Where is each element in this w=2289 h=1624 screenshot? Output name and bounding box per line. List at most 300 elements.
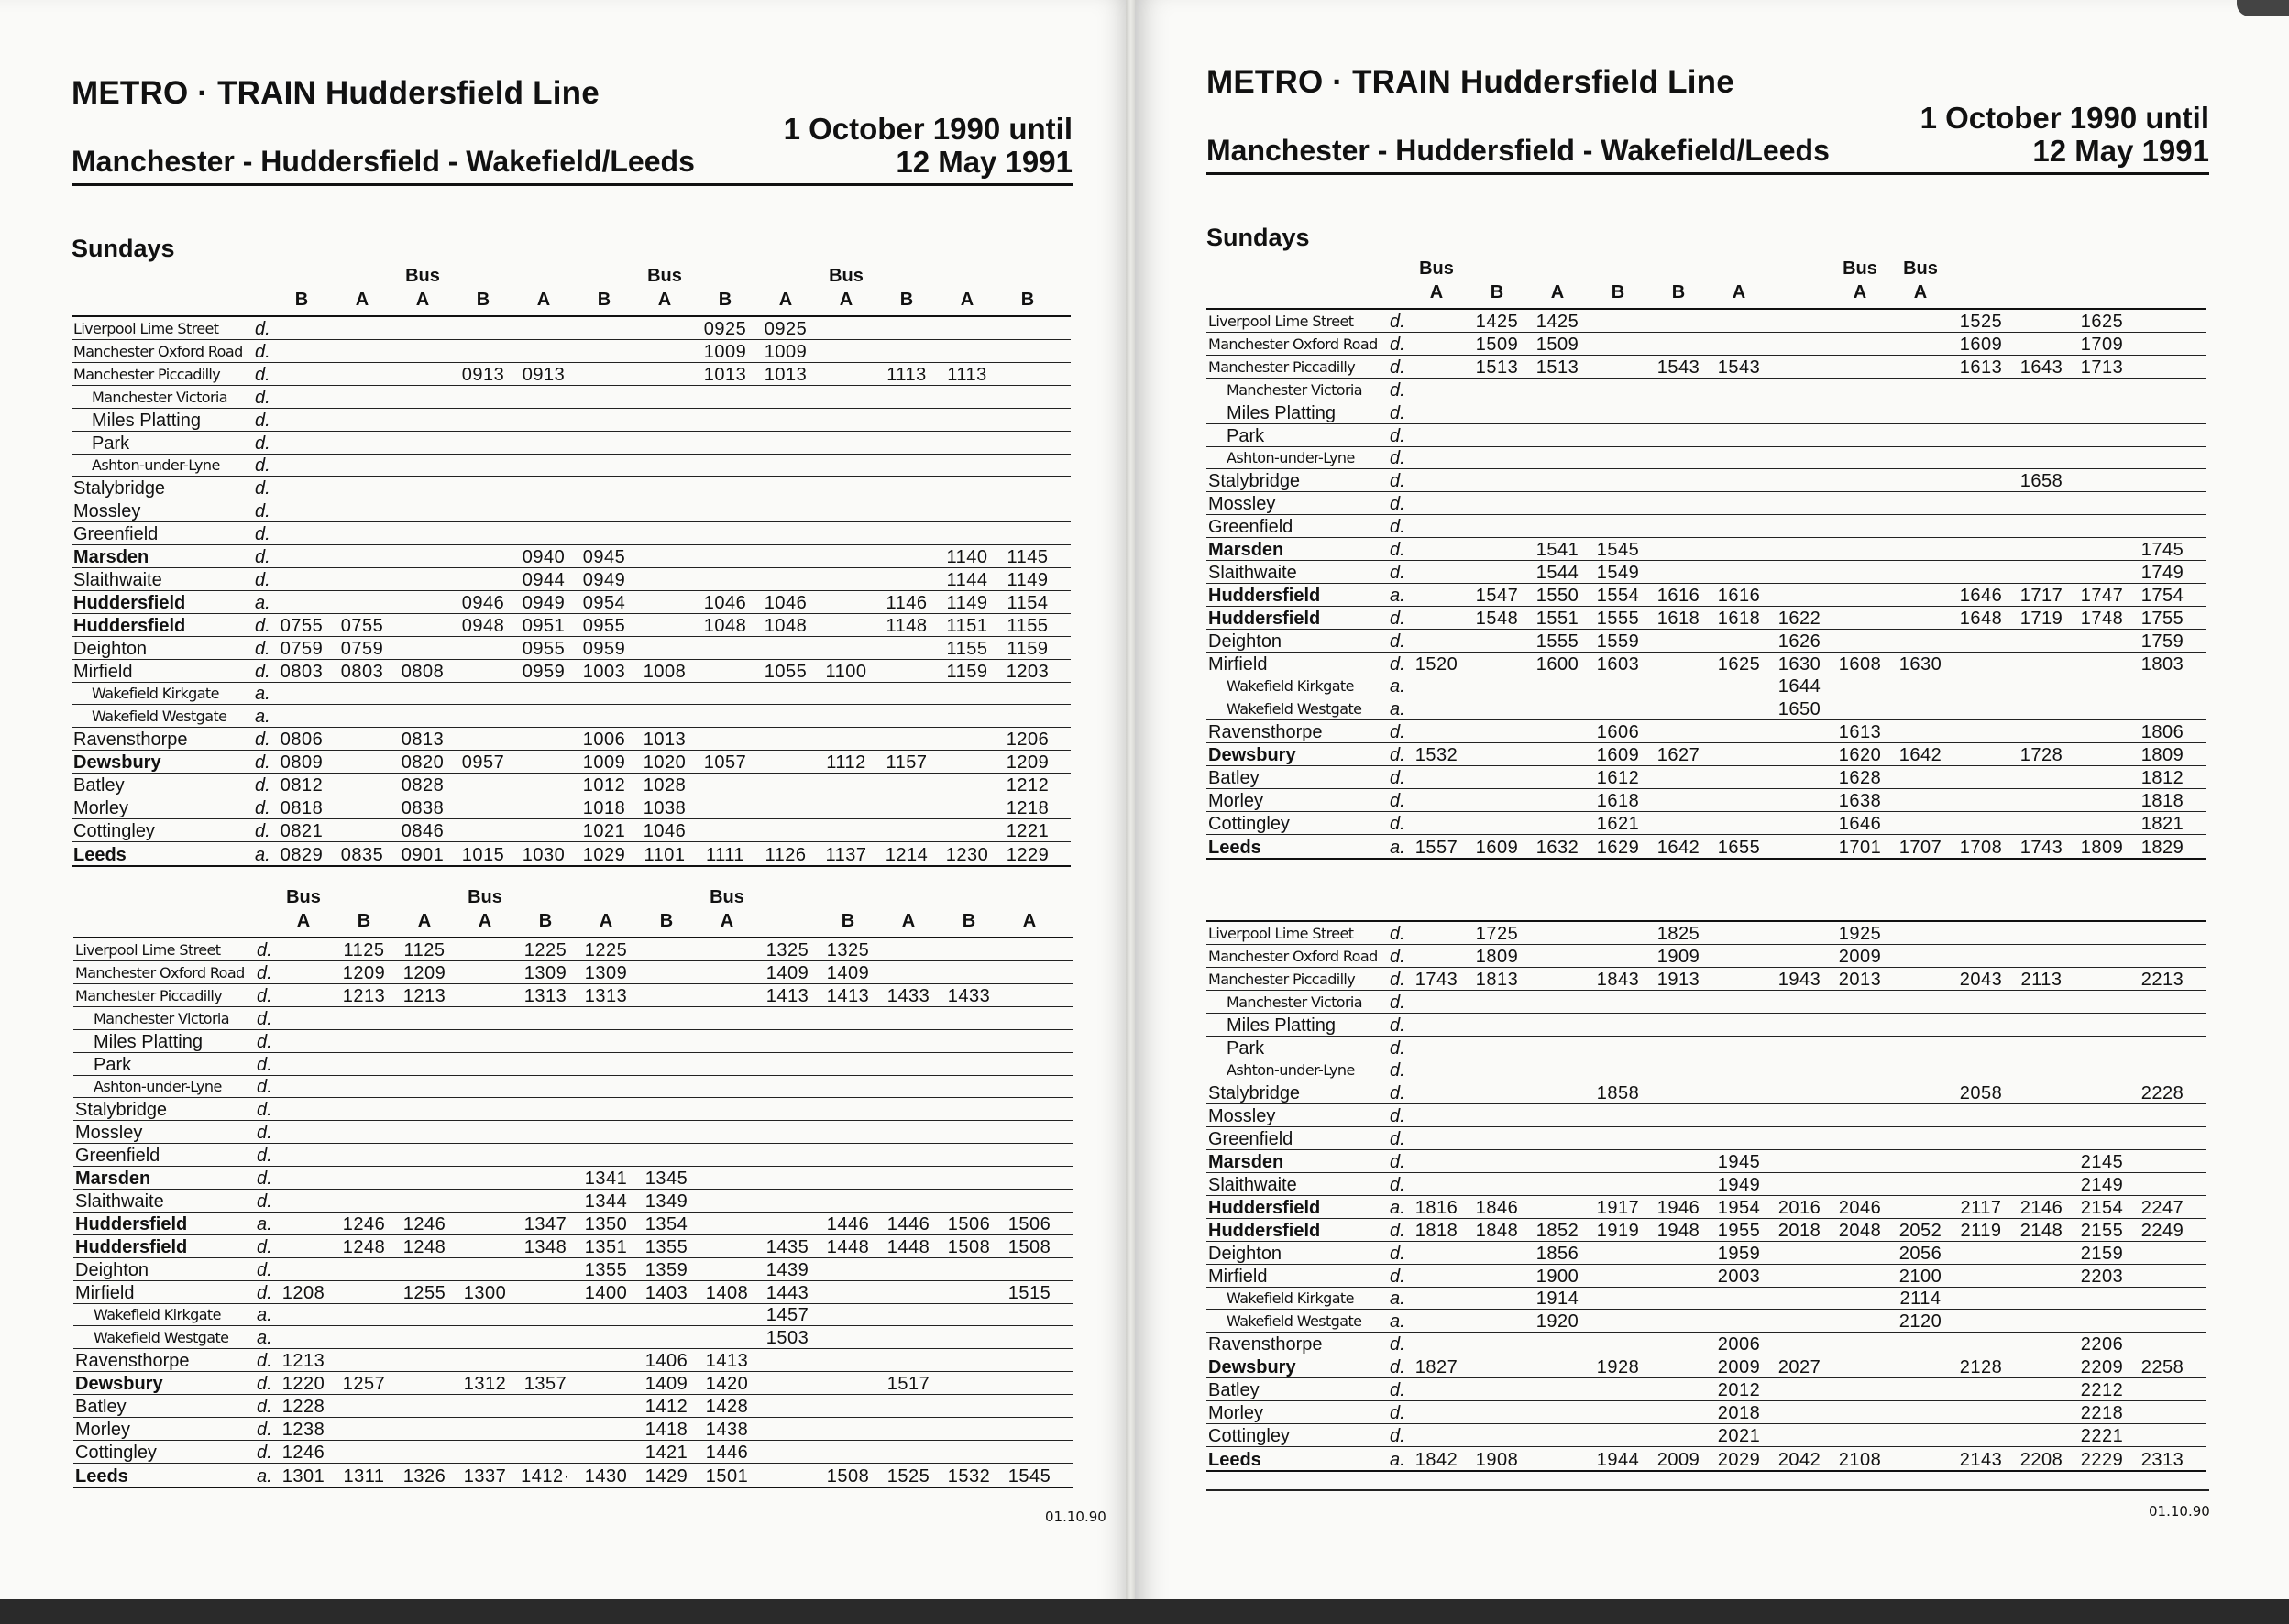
arrive-depart-code: d. [257, 1282, 272, 1303]
time-cell: 1126 [765, 844, 807, 865]
station-name: Liverpool Lime Street [1208, 313, 1354, 330]
time-cell: 1055 [764, 661, 808, 682]
time-cell: 1555 [1535, 631, 1579, 652]
time-cell: 1509 [1535, 334, 1579, 355]
station-name: Ravensthorpe [75, 1351, 190, 1372]
station-name: Stalybridge [73, 478, 166, 499]
time-cell: 1018 [582, 797, 626, 818]
time-cell: 1425 [1475, 312, 1519, 332]
arrive-depart-code: d. [257, 1259, 272, 1280]
time-cell: 1622 [1777, 608, 1821, 629]
station-name: Miles Platting [1227, 402, 1336, 423]
column-code: A [478, 911, 492, 931]
time-cell: 1508 [947, 1236, 991, 1257]
column-code: A [599, 911, 613, 931]
column-bus-label: Bus [710, 887, 744, 907]
arrive-depart-code: a. [1390, 699, 1405, 720]
time-cell: 1914 [1535, 1289, 1579, 1310]
time-cell: 1230 [945, 844, 989, 865]
table-row [1206, 333, 2206, 356]
table-row [72, 842, 1071, 865]
table-row [73, 1281, 1073, 1304]
time-cell: 0955 [582, 615, 626, 636]
time-cell: 1048 [764, 615, 808, 636]
time-cell: 1428 [705, 1397, 749, 1417]
time-cell: 1347 [523, 1213, 567, 1234]
table-row [72, 477, 1071, 499]
time-cell: 1825 [1656, 924, 1700, 944]
time-cell: 1842 [1414, 1449, 1458, 1470]
column-code: B [294, 290, 309, 310]
table-row [1206, 1355, 2206, 1378]
table-row [73, 1213, 1073, 1235]
time-cell: 1246 [281, 1442, 325, 1463]
time-cell: 1326 [402, 1465, 446, 1487]
arrive-depart-code: d. [255, 797, 270, 818]
table-row [73, 1441, 1073, 1464]
arrive-depart-code: d. [255, 752, 270, 774]
table-row [1206, 1424, 2206, 1447]
arrive-depart-code: a. [255, 844, 270, 865]
time-cell: 0846 [401, 820, 445, 841]
time-cell: 1532 [1414, 745, 1458, 766]
time-cell: 2203 [2080, 1266, 2124, 1287]
time-cell: 1603 [1596, 653, 1640, 675]
table-row [72, 409, 1071, 432]
time-cell: 1009 [703, 341, 747, 362]
arrive-depart-code: d. [1390, 1425, 1405, 1446]
column-code: B [1671, 282, 1686, 302]
time-cell: 0818 [280, 797, 324, 818]
time-cell: 1413 [705, 1351, 749, 1372]
time-cell: 1812 [2140, 768, 2184, 788]
station-name: Dewsbury [75, 1374, 163, 1395]
time-cell: 1213 [281, 1351, 325, 1372]
table-row [73, 1121, 1073, 1144]
time-cell: 1220 [281, 1374, 325, 1395]
time-cell: 1421 [644, 1442, 688, 1463]
time-cell: 1125 [403, 940, 446, 960]
arrive-depart-code: d. [1390, 768, 1405, 788]
time-cell: 1225 [584, 940, 628, 960]
column-bus-label: Bus [468, 887, 502, 907]
station-name: Mossley [75, 1123, 143, 1144]
time-cell: 1858 [1596, 1083, 1640, 1104]
time-cell: 1028 [643, 775, 687, 796]
time-cell: 1403 [644, 1282, 688, 1303]
time-cell: 2021 [1717, 1425, 1761, 1446]
time-cell: 1944 [1596, 1449, 1640, 1470]
time-cell: 2052 [1898, 1220, 1942, 1241]
time-cell: 1046 [764, 592, 808, 613]
time-cell: 1148 [886, 615, 928, 636]
time-cell: 1525 [1959, 312, 2003, 332]
arrive-depart-code: a. [255, 707, 270, 728]
time-cell: 1508 [1007, 1236, 1051, 1257]
station-name: Marsden [1208, 1152, 1284, 1172]
time-cell: 1149 [946, 592, 988, 613]
time-cell: 0913 [461, 364, 505, 385]
time-cell: 1646 [1838, 813, 1882, 834]
time-cell: 1946 [1656, 1197, 1700, 1218]
arrive-depart-code: a. [255, 684, 270, 705]
time-cell: 1137 [825, 844, 867, 865]
station-name: Wakefield Westgate [1227, 700, 1362, 719]
station-name: Park [94, 1054, 132, 1075]
table-row [72, 340, 1071, 363]
table-row [72, 432, 1071, 455]
arrive-depart-code: d. [1390, 1037, 1405, 1059]
table-row [72, 637, 1071, 660]
station-name: Miles Platting [94, 1031, 203, 1052]
station-name: Huddersfield [1208, 1220, 1321, 1241]
time-cell: 1246 [402, 1213, 446, 1234]
timetable-left-bottom [73, 887, 1073, 1487]
time-cell: 0957 [461, 752, 505, 774]
table-bottom-rule [1206, 858, 2206, 860]
station-name: Huddersfield [73, 592, 186, 613]
arrive-depart-code: d. [1390, 471, 1405, 492]
time-cell: 2056 [1898, 1243, 1942, 1264]
table-row [1206, 835, 2206, 858]
arrive-depart-code: d. [1390, 425, 1405, 446]
column-code: A [1550, 282, 1565, 302]
table-bottom-rule [1206, 1470, 2206, 1472]
time-cell: 1917 [1596, 1197, 1640, 1218]
time-cell: 1554 [1596, 585, 1640, 606]
time-cell: 1413 [826, 985, 870, 1006]
table-row [72, 682, 1071, 705]
time-cell: 1125 [343, 940, 385, 960]
time-cell: 1151 [946, 615, 988, 636]
arrive-depart-code: d. [255, 661, 270, 682]
time-cell: 2247 [2140, 1197, 2184, 1218]
time-cell: 1945 [1717, 1152, 1761, 1172]
time-cell: 1747 [2080, 585, 2124, 606]
time-cell: 1955 [1717, 1220, 1761, 1241]
time-cell: 1848 [1475, 1220, 1519, 1241]
table-row [72, 774, 1071, 796]
time-cell: 1908 [1475, 1449, 1519, 1470]
time-cell: 0949 [522, 592, 566, 613]
time-cell: 2018 [1777, 1220, 1821, 1241]
time-cell: 1113 [886, 364, 927, 385]
table-row [1206, 515, 2206, 538]
time-cell: 2228 [2140, 1083, 2184, 1104]
table-row [1206, 446, 2206, 469]
time-cell: 1341 [584, 1169, 628, 1189]
table-row [73, 1167, 1073, 1190]
table-row [1206, 1014, 2206, 1037]
time-cell: 1159 [1007, 638, 1049, 659]
time-cell: 2006 [1717, 1334, 1761, 1355]
time-cell: 1409 [644, 1374, 688, 1395]
time-cell: 1020 [643, 752, 687, 774]
time-cell: 0948 [461, 615, 505, 636]
time-cell: 1525 [886, 1465, 930, 1487]
time-cell: 1354 [644, 1213, 688, 1234]
arrive-depart-code: a. [1390, 1197, 1405, 1218]
validity-date-to: 12 May 1991 [2032, 134, 2209, 168]
time-cell: 1057 [703, 752, 747, 774]
station-name: Ashton-under-Lyne [92, 456, 220, 475]
time-cell: 1157 [886, 752, 928, 774]
station-name: Manchester Oxford Road [1208, 947, 1378, 965]
arrive-depart-code: d. [257, 1054, 272, 1075]
arrive-depart-code: a. [257, 1305, 272, 1326]
time-cell: 1544 [1535, 562, 1579, 583]
time-cell: 1743 [1414, 969, 1458, 990]
time-cell: 2212 [2080, 1380, 2124, 1400]
station-name: Mirfield [1208, 1266, 1268, 1287]
time-cell: 0838 [401, 797, 445, 818]
time-cell: 1344 [584, 1191, 628, 1212]
time-cell: 2012 [1717, 1380, 1761, 1400]
table-row [1206, 1037, 2206, 1059]
column-code: A [960, 290, 974, 310]
table-row [1206, 310, 2206, 333]
column-code: A [1732, 282, 1746, 302]
time-cell: 1646 [1959, 585, 2003, 606]
time-cell: 1609 [1475, 837, 1519, 858]
time-cell: 1448 [826, 1236, 870, 1257]
column-code: B [659, 911, 674, 931]
station-name: Manchester Piccadilly [1208, 357, 1356, 376]
station-name: Leeds [1208, 1449, 1261, 1470]
timetable-grid [73, 887, 1073, 1487]
station-name: Deighton [75, 1259, 149, 1280]
column-code: B [538, 911, 553, 931]
station-name: Wakefield Kirkgate [1227, 1289, 1354, 1308]
footer-code: 01.10.90 [2149, 1503, 2210, 1520]
time-cell: 1213 [342, 985, 386, 1006]
time-cell: 1501 [705, 1465, 749, 1487]
arrive-depart-code: d. [255, 478, 270, 499]
time-cell: 1255 [402, 1282, 446, 1303]
station-name: Leeds [73, 844, 127, 865]
arrive-depart-code: d. [255, 524, 270, 545]
table-row [1206, 1310, 2206, 1333]
station-name: Huddersfield [1208, 1197, 1321, 1218]
arrive-depart-code: d. [257, 1077, 272, 1098]
time-cell: 1155 [1007, 615, 1049, 636]
time-cell: 1928 [1596, 1357, 1640, 1378]
arrive-depart-code: d. [257, 962, 272, 983]
table-row [72, 751, 1071, 774]
table-row [1206, 356, 2206, 379]
station-name: Wakefield Westgate [92, 708, 227, 726]
time-cell: 1813 [1475, 969, 1519, 990]
station-name: Liverpool Lime Street [73, 320, 219, 337]
header-rule [1206, 172, 2209, 175]
time-cell: 0759 [280, 638, 324, 659]
time-cell: 1021 [582, 820, 626, 841]
time-cell: 1520 [1414, 653, 1458, 675]
time-cell: 1430 [584, 1465, 628, 1487]
time-cell: 1155 [946, 638, 988, 659]
column-bus-label: Bus [1903, 258, 1938, 279]
column-code: B [899, 290, 914, 310]
time-cell: 1408 [705, 1282, 749, 1303]
table-row [72, 614, 1071, 637]
time-cell: 1515 [1007, 1282, 1051, 1303]
time-cell: 1357 [523, 1374, 567, 1395]
time-cell: 1625 [2080, 312, 2124, 332]
station-name: Huddersfield [1208, 585, 1321, 606]
time-cell: 1221 [1006, 820, 1050, 841]
time-cell: 1359 [644, 1259, 688, 1280]
time-cell: 0944 [522, 569, 566, 590]
time-cell: 2016 [1777, 1197, 1821, 1218]
time-cell: 1203 [1006, 661, 1050, 682]
time-cell: 1214 [885, 844, 929, 865]
arrive-depart-code: d. [257, 1236, 272, 1257]
time-cell: 1008 [643, 661, 687, 682]
arrive-depart-code: d. [1390, 992, 1405, 1013]
arrive-depart-code: d. [1390, 1015, 1405, 1036]
time-cell: 0821 [280, 820, 324, 841]
table-row [72, 591, 1071, 614]
table-row [73, 1395, 1073, 1418]
time-cell: 1246 [342, 1213, 386, 1234]
time-cell: 2128 [1959, 1357, 2003, 1378]
arrive-depart-code: d. [255, 410, 270, 431]
time-cell: 1555 [1596, 608, 1640, 629]
column-code: B [1611, 282, 1625, 302]
station-name: Deighton [1208, 1243, 1282, 1264]
column-code: B [841, 911, 855, 931]
column-code: A [536, 290, 551, 310]
timetable-grid [72, 266, 1071, 865]
time-cell: 0925 [703, 319, 747, 339]
time-cell: 1621 [1596, 813, 1640, 834]
table-row [72, 728, 1071, 751]
arrive-depart-code: d. [257, 1123, 272, 1144]
time-cell: 2159 [2080, 1243, 2124, 1264]
table-row [1206, 492, 2206, 515]
time-cell: 1013 [764, 364, 808, 385]
table-row [1206, 1219, 2206, 1242]
timetable-right-bottom [1206, 871, 2206, 1470]
table-row [1206, 469, 2206, 492]
station-name: Batley [1208, 768, 1260, 788]
station-name: Ashton-under-Lyne [1227, 449, 1355, 467]
time-cell: 2148 [2019, 1220, 2063, 1241]
table-row [73, 1030, 1073, 1053]
time-cell: 1433 [947, 985, 991, 1006]
table-row [1206, 630, 2206, 653]
column-code: B [1020, 290, 1035, 310]
time-cell: 1547 [1475, 585, 1519, 606]
arrive-depart-code: d. [1390, 1083, 1405, 1104]
time-cell: 1345 [644, 1169, 688, 1189]
time-cell: 1438 [705, 1419, 749, 1440]
arrive-depart-code: d. [257, 1031, 272, 1052]
time-cell: 1149 [1007, 569, 1049, 590]
time-cell: 0951 [522, 615, 566, 636]
time-cell: 1144 [946, 569, 988, 590]
validity-date-from: 1 October 1990 until [1920, 101, 2209, 135]
station-name: Slaithwaite [73, 569, 162, 590]
time-cell: 1046 [703, 592, 747, 613]
station-name: Ravensthorpe [73, 730, 188, 751]
time-cell: 2218 [2080, 1402, 2124, 1423]
station-name: Morley [73, 797, 129, 818]
station-name: Leeds [1208, 837, 1261, 858]
arrive-depart-code: a. [1390, 585, 1405, 606]
time-cell: 2048 [1838, 1220, 1882, 1241]
time-cell: 0813 [401, 730, 445, 751]
time-cell: 1557 [1414, 837, 1458, 858]
table-row [1206, 1242, 2206, 1265]
time-cell: 1548 [1475, 608, 1519, 629]
time-cell: 2009 [1838, 946, 1882, 967]
time-cell: 0755 [340, 615, 384, 636]
arrive-depart-code: d. [255, 547, 270, 567]
time-cell: 2213 [2140, 969, 2184, 990]
station-name: Greenfield [75, 1146, 160, 1167]
time-cell: 2143 [1959, 1449, 2003, 1470]
time-cell: 2009 [1717, 1357, 1761, 1378]
timetable-grid [1206, 258, 2206, 858]
time-cell: 0829 [280, 844, 324, 865]
time-cell: 1725 [1475, 924, 1519, 944]
station-name: Ravensthorpe [1208, 1334, 1323, 1355]
column-code: A [355, 290, 369, 310]
station-name: Park [92, 433, 130, 454]
arrive-depart-code: d. [1390, 448, 1405, 469]
time-cell: 1213 [402, 985, 446, 1006]
time-cell: 2229 [2080, 1449, 2124, 1470]
time-cell: 1513 [1475, 357, 1519, 378]
time-cell: 1532 [947, 1465, 991, 1487]
station-name: Miles Platting [1227, 1015, 1336, 1036]
table-row [1206, 607, 2206, 630]
table-row [72, 568, 1071, 591]
time-cell: 2108 [1838, 1449, 1882, 1470]
time-cell: 1606 [1596, 722, 1640, 743]
time-cell: 1643 [2019, 357, 2063, 378]
time-cell: 1012 [582, 775, 626, 796]
station-name: Dewsbury [73, 752, 161, 774]
time-cell: 1113 [947, 364, 987, 385]
time-cell: 1743 [2019, 837, 2063, 858]
time-cell: 0828 [401, 775, 445, 796]
table-row [73, 1464, 1073, 1487]
time-cell: 1030 [522, 844, 566, 865]
station-name: Manchester Oxford Road [75, 963, 245, 982]
table-row [1206, 968, 2206, 991]
time-cell: 0945 [582, 547, 626, 567]
time-cell: 1425 [1535, 312, 1579, 332]
table-row [1206, 653, 2206, 675]
time-cell: 0901 [401, 844, 445, 865]
arrive-depart-code: d. [1390, 562, 1405, 583]
column-code: A [778, 290, 793, 310]
table-row [72, 317, 1071, 340]
column-code: B [1490, 282, 1504, 302]
arrive-depart-code: d. [1390, 1152, 1405, 1172]
arrive-depart-code: a. [255, 592, 270, 613]
table-row [1206, 991, 2206, 1014]
time-cell: 2249 [2140, 1220, 2184, 1241]
station-name: Morley [1208, 1402, 1264, 1423]
station-name: Deighton [1208, 631, 1282, 652]
arrive-depart-code: d. [1390, 1106, 1405, 1127]
station-name: Marsden [1208, 540, 1284, 560]
time-cell: 1642 [1898, 745, 1942, 766]
time-cell: 2154 [2080, 1197, 2124, 1218]
